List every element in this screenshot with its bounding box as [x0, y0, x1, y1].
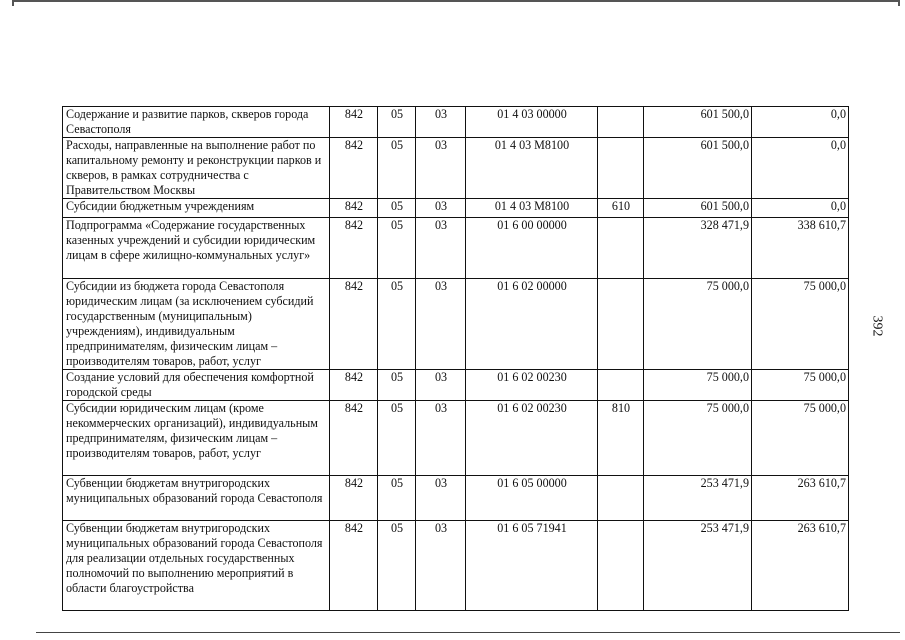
ministry-code-cell: 842	[330, 199, 378, 218]
section-code-cell: 05	[378, 370, 416, 401]
amount-year1-cell: 75 000,0	[644, 401, 752, 476]
amount-year1-cell: 75 000,0	[644, 370, 752, 401]
ministry-code-cell: 842	[330, 476, 378, 521]
table-row	[63, 199, 849, 218]
section-code-cell: 05	[378, 218, 416, 279]
target-article-cell: 01 6 00 00000	[466, 218, 598, 279]
expense-type-cell	[598, 138, 644, 199]
amount-year2-cell: 75 000,0	[752, 401, 849, 476]
section-code-cell: 05	[378, 521, 416, 611]
amount-year2-cell: 0,0	[752, 107, 849, 138]
target-article-cell: 01 6 05 00000	[466, 476, 598, 521]
target-article-cell: 01 4 03 00000	[466, 107, 598, 138]
row-name-cell: Содержание и развитие парков, скверов города Севастополя	[63, 107, 330, 138]
table-row	[63, 370, 849, 401]
expense-type-cell	[598, 521, 644, 611]
subsection-code-cell: 03	[416, 401, 466, 476]
target-article-cell: 01 4 03 М8100	[466, 138, 598, 199]
amount-year1-cell: 328 471,9	[644, 218, 752, 279]
subsection-code-cell: 03	[416, 279, 466, 370]
amount-year1-cell: 75 000,0	[644, 279, 752, 370]
target-article-cell: 01 6 02 00230	[466, 370, 598, 401]
amount-year2-cell: 75 000,0	[752, 279, 849, 370]
amount-year1-cell: 601 500,0	[644, 199, 752, 218]
subsection-code-cell: 03	[416, 370, 466, 401]
expense-type-cell	[598, 476, 644, 521]
target-article-cell: 01 4 03 М8100	[466, 199, 598, 218]
row-name-cell: Создание условий для обеспечения комфортной городской среды	[63, 370, 330, 401]
amount-year2-cell: 75 000,0	[752, 370, 849, 401]
target-article-cell: 01 6 05 71941	[466, 521, 598, 611]
amount-year1-cell: 601 500,0	[644, 107, 752, 138]
expense-type-cell: 810	[598, 401, 644, 476]
row-name-cell: Расходы, направленные на выполнение работ по капитальному ремонту и реконструкции парков и скверов, в рамках сотрудничества с Правительством Москвы	[63, 138, 330, 199]
section-code-cell: 05	[378, 199, 416, 218]
expense-type-cell	[598, 279, 644, 370]
ministry-code-cell: 842	[330, 370, 378, 401]
row-name-cell: Субсидии из бюджета города Севастополя юридическим лицам (за исключением субсидий государственным (муниципальным) учреждениям), индивидуальным предпринимателям, физическим лицам – производителям товаров, работ, услуг	[63, 279, 330, 370]
amount-year1-cell: 601 500,0	[644, 138, 752, 199]
table-row	[63, 138, 849, 199]
amount-year2-cell: 263 610,7	[752, 521, 849, 611]
scan-border-bottom	[36, 632, 900, 633]
ministry-code-cell: 842	[330, 107, 378, 138]
row-name-cell: Субсидии бюджетным учреждениям	[63, 199, 330, 218]
target-article-cell: 01 6 02 00230	[466, 401, 598, 476]
ministry-code-cell: 842	[330, 218, 378, 279]
expense-type-cell	[598, 107, 644, 138]
table-row	[63, 218, 849, 279]
ministry-code-cell: 842	[330, 279, 378, 370]
expense-type-cell	[598, 370, 644, 401]
subsection-code-cell: 03	[416, 138, 466, 199]
section-code-cell: 05	[378, 401, 416, 476]
amount-year2-cell: 0,0	[752, 199, 849, 218]
row-name-cell: Субвенции бюджетам внутригородских муниципальных образований города Севастополя для реализации отдельных государственных полномочий по выполнению мероприятий в области благоустройства	[63, 521, 330, 611]
table-row	[63, 107, 849, 138]
amount-year2-cell: 0,0	[752, 138, 849, 199]
expense-type-cell	[598, 218, 644, 279]
table-row	[63, 401, 849, 476]
budget-table-body	[63, 107, 849, 611]
page-number: 392	[869, 315, 885, 337]
row-name-cell: Подпрограмма «Содержание государственных казенных учреждений и субсидии юридическим лицам в сфере жилищно-коммунальных услуг»	[63, 218, 330, 279]
row-name-cell: Субвенции бюджетам внутригородских муниципальных образований города Севастополя	[63, 476, 330, 521]
section-code-cell: 05	[378, 107, 416, 138]
ministry-code-cell: 842	[330, 521, 378, 611]
amount-year1-cell: 253 471,9	[644, 521, 752, 611]
subsection-code-cell: 03	[416, 199, 466, 218]
table-row	[63, 279, 849, 370]
subsection-code-cell: 03	[416, 521, 466, 611]
section-code-cell: 05	[378, 476, 416, 521]
subsection-code-cell: 03	[416, 107, 466, 138]
amount-year2-cell: 263 610,7	[752, 476, 849, 521]
amount-year1-cell: 253 471,9	[644, 476, 752, 521]
budget-table	[62, 106, 849, 611]
target-article-cell: 01 6 02 00000	[466, 279, 598, 370]
scan-border-top	[12, 0, 900, 6]
table-row	[63, 521, 849, 611]
amount-year2-cell: 338 610,7	[752, 218, 849, 279]
ministry-code-cell: 842	[330, 138, 378, 199]
row-name-cell: Субсидии юридическим лицам (кроме некоммерческих организаций), индивидуальным предпринимателям, физическим лицам – производителям товаров, работ, услуг	[63, 401, 330, 476]
section-code-cell: 05	[378, 279, 416, 370]
ministry-code-cell: 842	[330, 401, 378, 476]
subsection-code-cell: 03	[416, 218, 466, 279]
expense-type-cell: 610	[598, 199, 644, 218]
section-code-cell: 05	[378, 138, 416, 199]
table-row	[63, 476, 849, 521]
subsection-code-cell: 03	[416, 476, 466, 521]
